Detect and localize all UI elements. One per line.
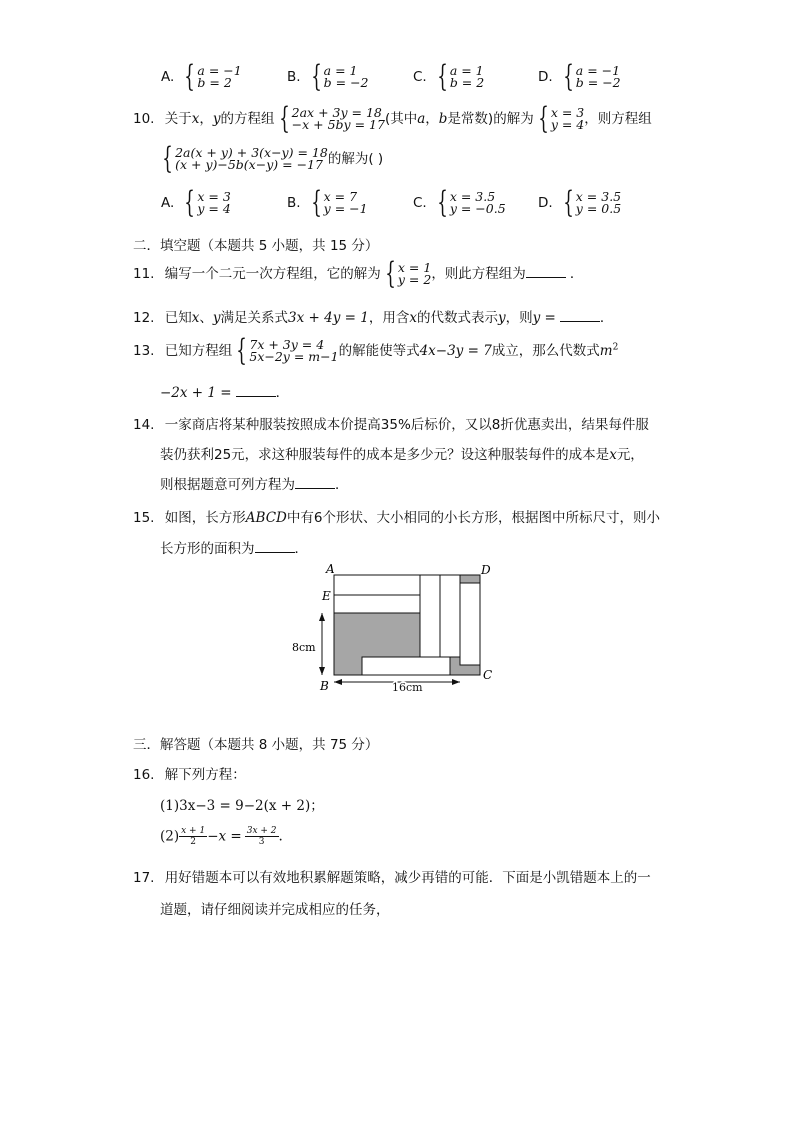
var: y <box>212 111 221 127</box>
text: ． <box>569 266 584 282</box>
q13-line1 <box>133 333 619 368</box>
system: { 7x + 3y = 4 5x−2y = m−1 <box>236 333 339 368</box>
q16-title <box>133 763 246 783</box>
text: 成立，那么代数式 <box>491 343 600 359</box>
q14-line1 <box>133 413 649 433</box>
label-16cm: 16cm <box>392 681 423 694</box>
q9-option-d[interactable]: D. { a = −1 b = −2 <box>538 59 621 94</box>
answer-blank[interactable] <box>560 309 600 322</box>
bottom-strip <box>362 657 450 675</box>
q11 <box>133 256 584 291</box>
eq-line: y = 2 <box>397 272 432 287</box>
eq-line: 7x + 3y = 4 <box>249 337 325 352</box>
section-2-heading: 二．填空题（本题共 5 小题，共 15 分） <box>133 238 379 254</box>
equation: 3x + 4y = 1 <box>288 310 369 326</box>
text: ，则方程组 <box>584 111 652 127</box>
numerator: 3x + 2 <box>246 826 277 836</box>
solution: { x = 1 y = 2 <box>385 256 432 291</box>
question-number: 11. <box>133 266 155 282</box>
eq-line: x = 3 <box>550 105 585 120</box>
option-label: D. <box>538 195 553 211</box>
text: 、 <box>199 310 213 326</box>
q10-options <box>161 185 661 220</box>
denominator: 3 <box>258 837 265 847</box>
q9-option-c[interactable]: C. { a = 1 b = 2 <box>413 59 485 94</box>
q10-option-b[interactable]: B. { x = 7 y = −1 <box>287 185 368 220</box>
eq-line: 2ax + 3y = 18 <box>291 105 382 120</box>
option-label: B. <box>287 69 301 85</box>
denominator: 2 <box>190 837 197 847</box>
text: 解下列方程： <box>164 767 246 783</box>
option-line: a = −1 <box>575 63 621 78</box>
q10-option-a[interactable]: A. { x = 3 y = 4 <box>161 185 231 220</box>
option-label: B. <box>287 195 301 211</box>
label-a: A <box>326 562 335 576</box>
option-line: y = −1 <box>323 201 368 216</box>
q10-option-c[interactable]: C. { x = 3.5 y = −0.5 <box>413 185 506 220</box>
text: ． <box>599 310 614 326</box>
text: ， <box>199 111 213 127</box>
fraction <box>179 826 207 847</box>
option-label: C. <box>413 195 427 211</box>
label-c: C <box>483 668 493 682</box>
text: 编写一个二元一次方程组，它的解为 <box>164 266 381 282</box>
var: y = <box>532 310 556 326</box>
text: 中有6个形状、大小相同的小长方形，根据图中所标尺寸，则小 <box>286 510 660 526</box>
text: ． <box>294 541 308 557</box>
equation: 4x−3y = 7 <box>419 343 492 359</box>
text: 已知 <box>164 310 192 326</box>
var: a <box>417 111 426 127</box>
text: 的解为( ) <box>327 151 384 167</box>
eq-line: y = 4 <box>550 117 585 132</box>
option-line: b = −2 <box>575 75 621 90</box>
q10-line2 <box>158 141 384 176</box>
q16-part2 <box>160 826 283 847</box>
shaded-region-top-right <box>460 575 480 583</box>
var: ABCD <box>245 510 287 526</box>
section-3-heading: 三．解答题（本题共 8 小题，共 75 分） <box>133 737 379 753</box>
q13-line2 <box>160 381 289 401</box>
q14-line2 <box>160 443 644 463</box>
option-label: D. <box>538 69 553 85</box>
text: ，则此方程组为 <box>431 266 526 282</box>
text: 如图，长方形 <box>164 510 246 526</box>
q9-option-a[interactable]: A. { a = −1 b = 2 <box>161 59 242 94</box>
option-line: y = −0.5 <box>449 201 506 216</box>
var: y <box>497 310 506 326</box>
var: x <box>191 310 200 326</box>
var: b <box>438 111 448 127</box>
option-line: b = 2 <box>197 75 232 90</box>
text: 的方程组 <box>220 111 275 127</box>
question-number: 13. <box>133 343 155 359</box>
text: (其中 <box>384 111 418 127</box>
option-line: y = 4 <box>197 201 231 216</box>
expression: −x = <box>207 828 242 845</box>
q17-line1 <box>133 866 651 886</box>
text: 是常数)的解为 <box>447 111 534 127</box>
option-line: x = 7 <box>323 189 358 204</box>
q9-options <box>161 59 661 94</box>
expression: −2x + 1 = <box>160 385 232 401</box>
text: 装仍获利25元，求这种服装每件的成本是多少元？设这种服装每件的成本是 <box>160 447 610 463</box>
q12 <box>133 306 613 326</box>
text: 的解能使等式 <box>338 343 420 359</box>
label-d: D <box>481 563 491 577</box>
var: x <box>191 111 200 127</box>
text: 关于 <box>164 111 192 127</box>
var: x <box>609 447 617 463</box>
var: m <box>599 343 613 359</box>
q9-option-b[interactable]: B. { a = 1 b = −2 <box>287 59 369 94</box>
system-2: { 2a(x + y) + 3(x−y) = 18 (x + y)−5b(x−y) = −17 <box>162 141 328 176</box>
text: ，用含 <box>368 310 410 326</box>
answer-blank[interactable] <box>236 384 276 397</box>
option-line: y = 0.5 <box>575 201 622 216</box>
q16-part1: (1)3x−3 = 9−2(x + 2)； <box>160 798 324 814</box>
question-number: 14. <box>133 417 155 433</box>
answer-blank[interactable] <box>295 476 335 489</box>
option-line: x = 3 <box>197 189 231 204</box>
answer-blank[interactable] <box>255 540 295 553</box>
option-line: a = 1 <box>323 63 358 78</box>
eq-line: (x + y)−5b(x−y) = −17 <box>175 157 323 172</box>
label-8cm: 8cm <box>292 641 316 654</box>
eq-line: −x + 5by = 17 <box>291 117 385 132</box>
fraction <box>245 826 279 847</box>
eq-line: 5x−2y = m−1 <box>249 349 339 364</box>
option-label: C. <box>413 69 427 85</box>
text: 满足关系式 <box>220 310 289 326</box>
option-line: b = −2 <box>323 75 369 90</box>
system-1: { 2ax + 3y = 18 −x + 5by = 17 <box>278 101 385 136</box>
option-line: x = 3.5 <box>449 189 496 204</box>
q10-option-d[interactable]: D. { x = 3.5 y = 0.5 <box>538 185 622 220</box>
text: . <box>278 828 283 845</box>
eq-line: x = 1 <box>397 260 432 275</box>
text: 已知方程组 <box>164 343 233 359</box>
part-label: (2) <box>160 828 180 845</box>
text: ． <box>335 477 349 493</box>
answer-blank[interactable] <box>526 265 566 278</box>
q17-line2: 道题，请仔细阅读并完成相应的任务， <box>160 902 390 918</box>
shaded-region-left <box>334 613 420 675</box>
text: 长方形的面积为 <box>160 541 255 557</box>
text: 元， <box>616 447 644 463</box>
q10-line1 <box>133 101 652 136</box>
text: 用好错题本可以有效地积累解题策略，减少再错的可能．下面是小凯错题本上的一 <box>164 870 651 886</box>
text: ， <box>425 111 439 127</box>
option-label: A. <box>161 69 175 85</box>
eq-line: 2a(x + y) + 3(x−y) = 18 <box>175 145 328 160</box>
shaded-region-bottom-right <box>450 657 480 675</box>
solution: { x = 3 y = 4 <box>538 101 585 136</box>
exponent: 2 <box>612 342 619 353</box>
label-e: E <box>322 589 331 603</box>
text: ． <box>275 385 290 401</box>
q15-line1 <box>133 506 660 526</box>
text: 的代数式表示 <box>416 310 498 326</box>
option-label: A. <box>161 195 175 211</box>
text: ，则 <box>505 310 533 326</box>
var: x <box>409 310 417 326</box>
q15-line2 <box>160 537 308 557</box>
text: 一家商店将某种服装按照成本价提高35%后标价，又以8折优惠卖出，结果每件服 <box>164 417 649 433</box>
text: 则根据题意可列方程为 <box>160 477 295 493</box>
question-number: 10. <box>133 111 155 127</box>
numerator: x + 1 <box>181 826 206 836</box>
q14-line3 <box>160 473 349 493</box>
question-number: 15. <box>133 510 155 526</box>
q15-figure <box>290 560 510 695</box>
label-b: B <box>320 679 329 693</box>
question-number: 17. <box>133 870 155 886</box>
option-line: a = −1 <box>197 63 242 78</box>
option-line: b = 2 <box>449 75 485 90</box>
option-line: a = 1 <box>449 63 484 78</box>
question-number: 12. <box>133 310 155 326</box>
var: y <box>212 310 221 326</box>
option-line: x = 3.5 <box>575 189 622 204</box>
question-number: 16. <box>133 767 155 783</box>
